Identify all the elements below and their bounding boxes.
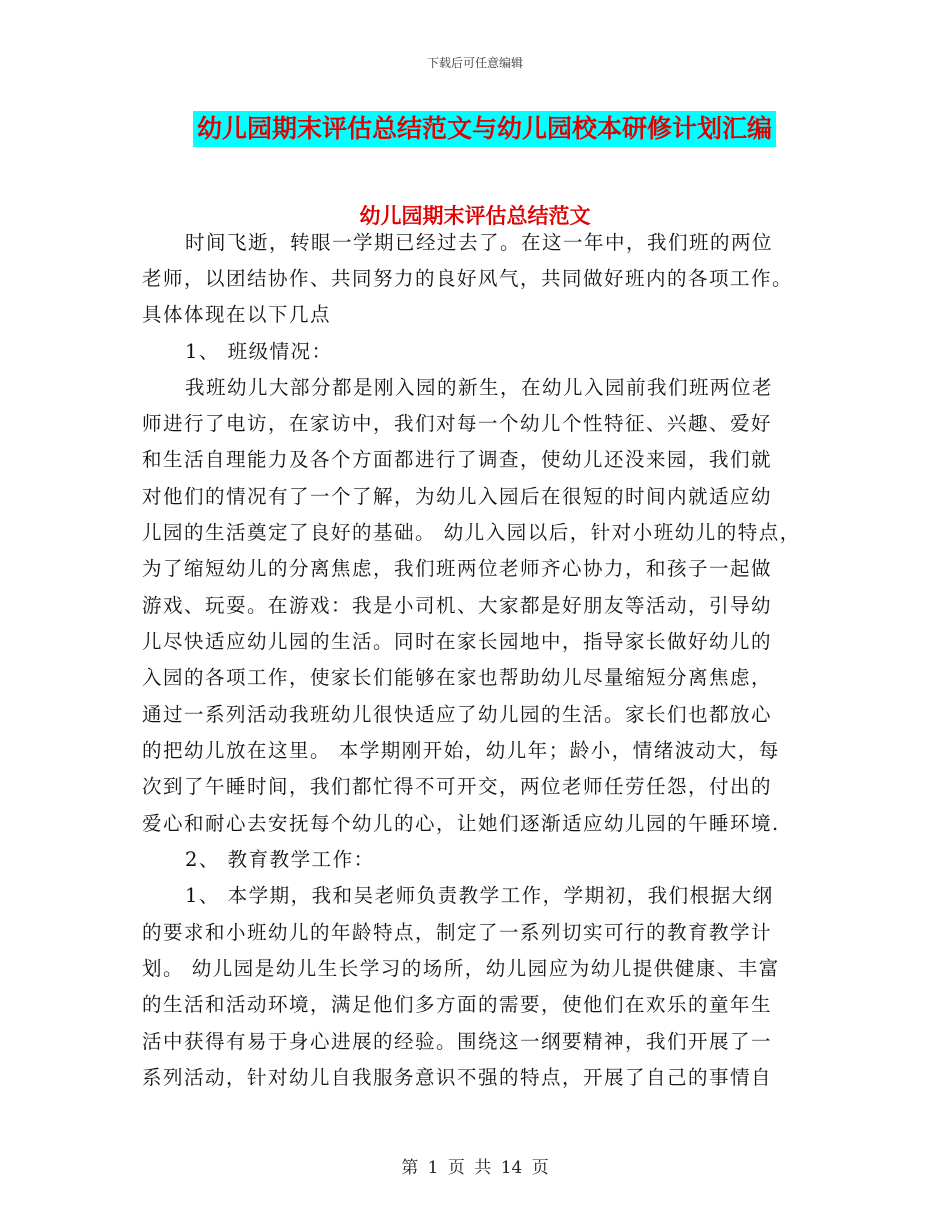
paragraph-line: 系列活动，针对幼儿自我服务意识不强的特点，开展了自己的事情自 xyxy=(142,1066,773,1089)
list-heading: 1、 班级情况： xyxy=(185,340,333,363)
paragraph-line: 对他们的情况有了一个了解，为幼儿入园后在很短的时间内就适应幼 xyxy=(142,485,773,508)
section-title: 幼儿园期末评估总结范文 xyxy=(359,204,591,228)
paragraph-line: 老师，以团结协作、共同努力的良好风气，共同做好班内的各项工作。 xyxy=(142,267,794,290)
paragraph-line: 入园的各项工作，使家长们能够在家也帮助幼儿尽量缩短分离焦虑， xyxy=(142,666,773,689)
paragraph-line: 通过一系列活动我班幼儿很快适应了幼儿园的生活。家长们也都放心 xyxy=(142,703,773,726)
paragraph-line: 划。 幼儿园是幼儿生长学习的场所，幼儿园应为幼儿提供健康、丰富 xyxy=(142,957,780,980)
paragraph-line: 儿尽快适应幼儿园的生活。同时在家长园地中，指导家长做好幼儿的 xyxy=(142,630,773,653)
paragraph-line: 爱心和耐心去安抚每个幼儿的心，让她们逐渐适应幼儿园的午睡环境. xyxy=(142,812,780,835)
paragraph-line: 师进行了电访，在家访中，我们对每一个幼儿个性特征、兴趣、爱好 xyxy=(142,412,773,435)
paragraph-line: 儿园的生活奠定了良好的基础。 幼儿入园以后，针对小班幼儿的特点， xyxy=(142,521,801,544)
paragraph-line: 次到了午睡时间，我们都忙得不可开交，两位老师任劳任怨，付出的 xyxy=(142,775,773,798)
paragraph-line: 的要求和小班幼儿的年龄特点，制定了一系列切实可行的教育教学计 xyxy=(142,921,773,944)
paragraph-line: 时间飞逝，转眼一学期已经过去了。在这一年中，我们班的两位 xyxy=(185,231,774,254)
paragraph-line: 具体体现在以下几点 xyxy=(142,303,332,326)
document-main-title: 幼儿园期末评估总结范文与幼儿园校本研修计划汇编 xyxy=(193,111,776,147)
paragraph-line: 和生活自理能力及各个方面都进行了调查，使幼儿还没来园，我们就 xyxy=(142,448,773,471)
paragraph-line: 的把幼儿放在这里。 本学期刚开始，幼儿年；龄小，情绪波动大，每 xyxy=(142,739,780,762)
paragraph-line: 的生活和活动环境，满足他们多方面的需要，使他们在欢乐的童年生 xyxy=(142,993,773,1016)
paragraph-line: 我班幼儿大部分都是刚入园的新生，在幼儿入园前我们班两位老 xyxy=(185,376,774,399)
header-note: 下载后可任意编辑 xyxy=(426,56,523,70)
page-number-footer: 第 1 页 共 14 页 xyxy=(401,1158,549,1178)
list-heading: 2、 教育教学工作： xyxy=(185,848,375,871)
paragraph-line: 游戏、玩耍。在游戏：我是小司机、大家都是好朋友等活动，引导幼 xyxy=(142,594,773,617)
paragraph-line: 1、 本学期，我和吴老师负责教学工作，学期初，我们根据大纲 xyxy=(185,884,774,907)
paragraph-line: 活中获得有易于身心进展的经验。围绕这一纲要精神，我们开展了一 xyxy=(142,1030,773,1053)
paragraph-line: 为了缩短幼儿的分离焦虑，我们班两位老师齐心协力，和孩子一起做 xyxy=(142,557,773,580)
